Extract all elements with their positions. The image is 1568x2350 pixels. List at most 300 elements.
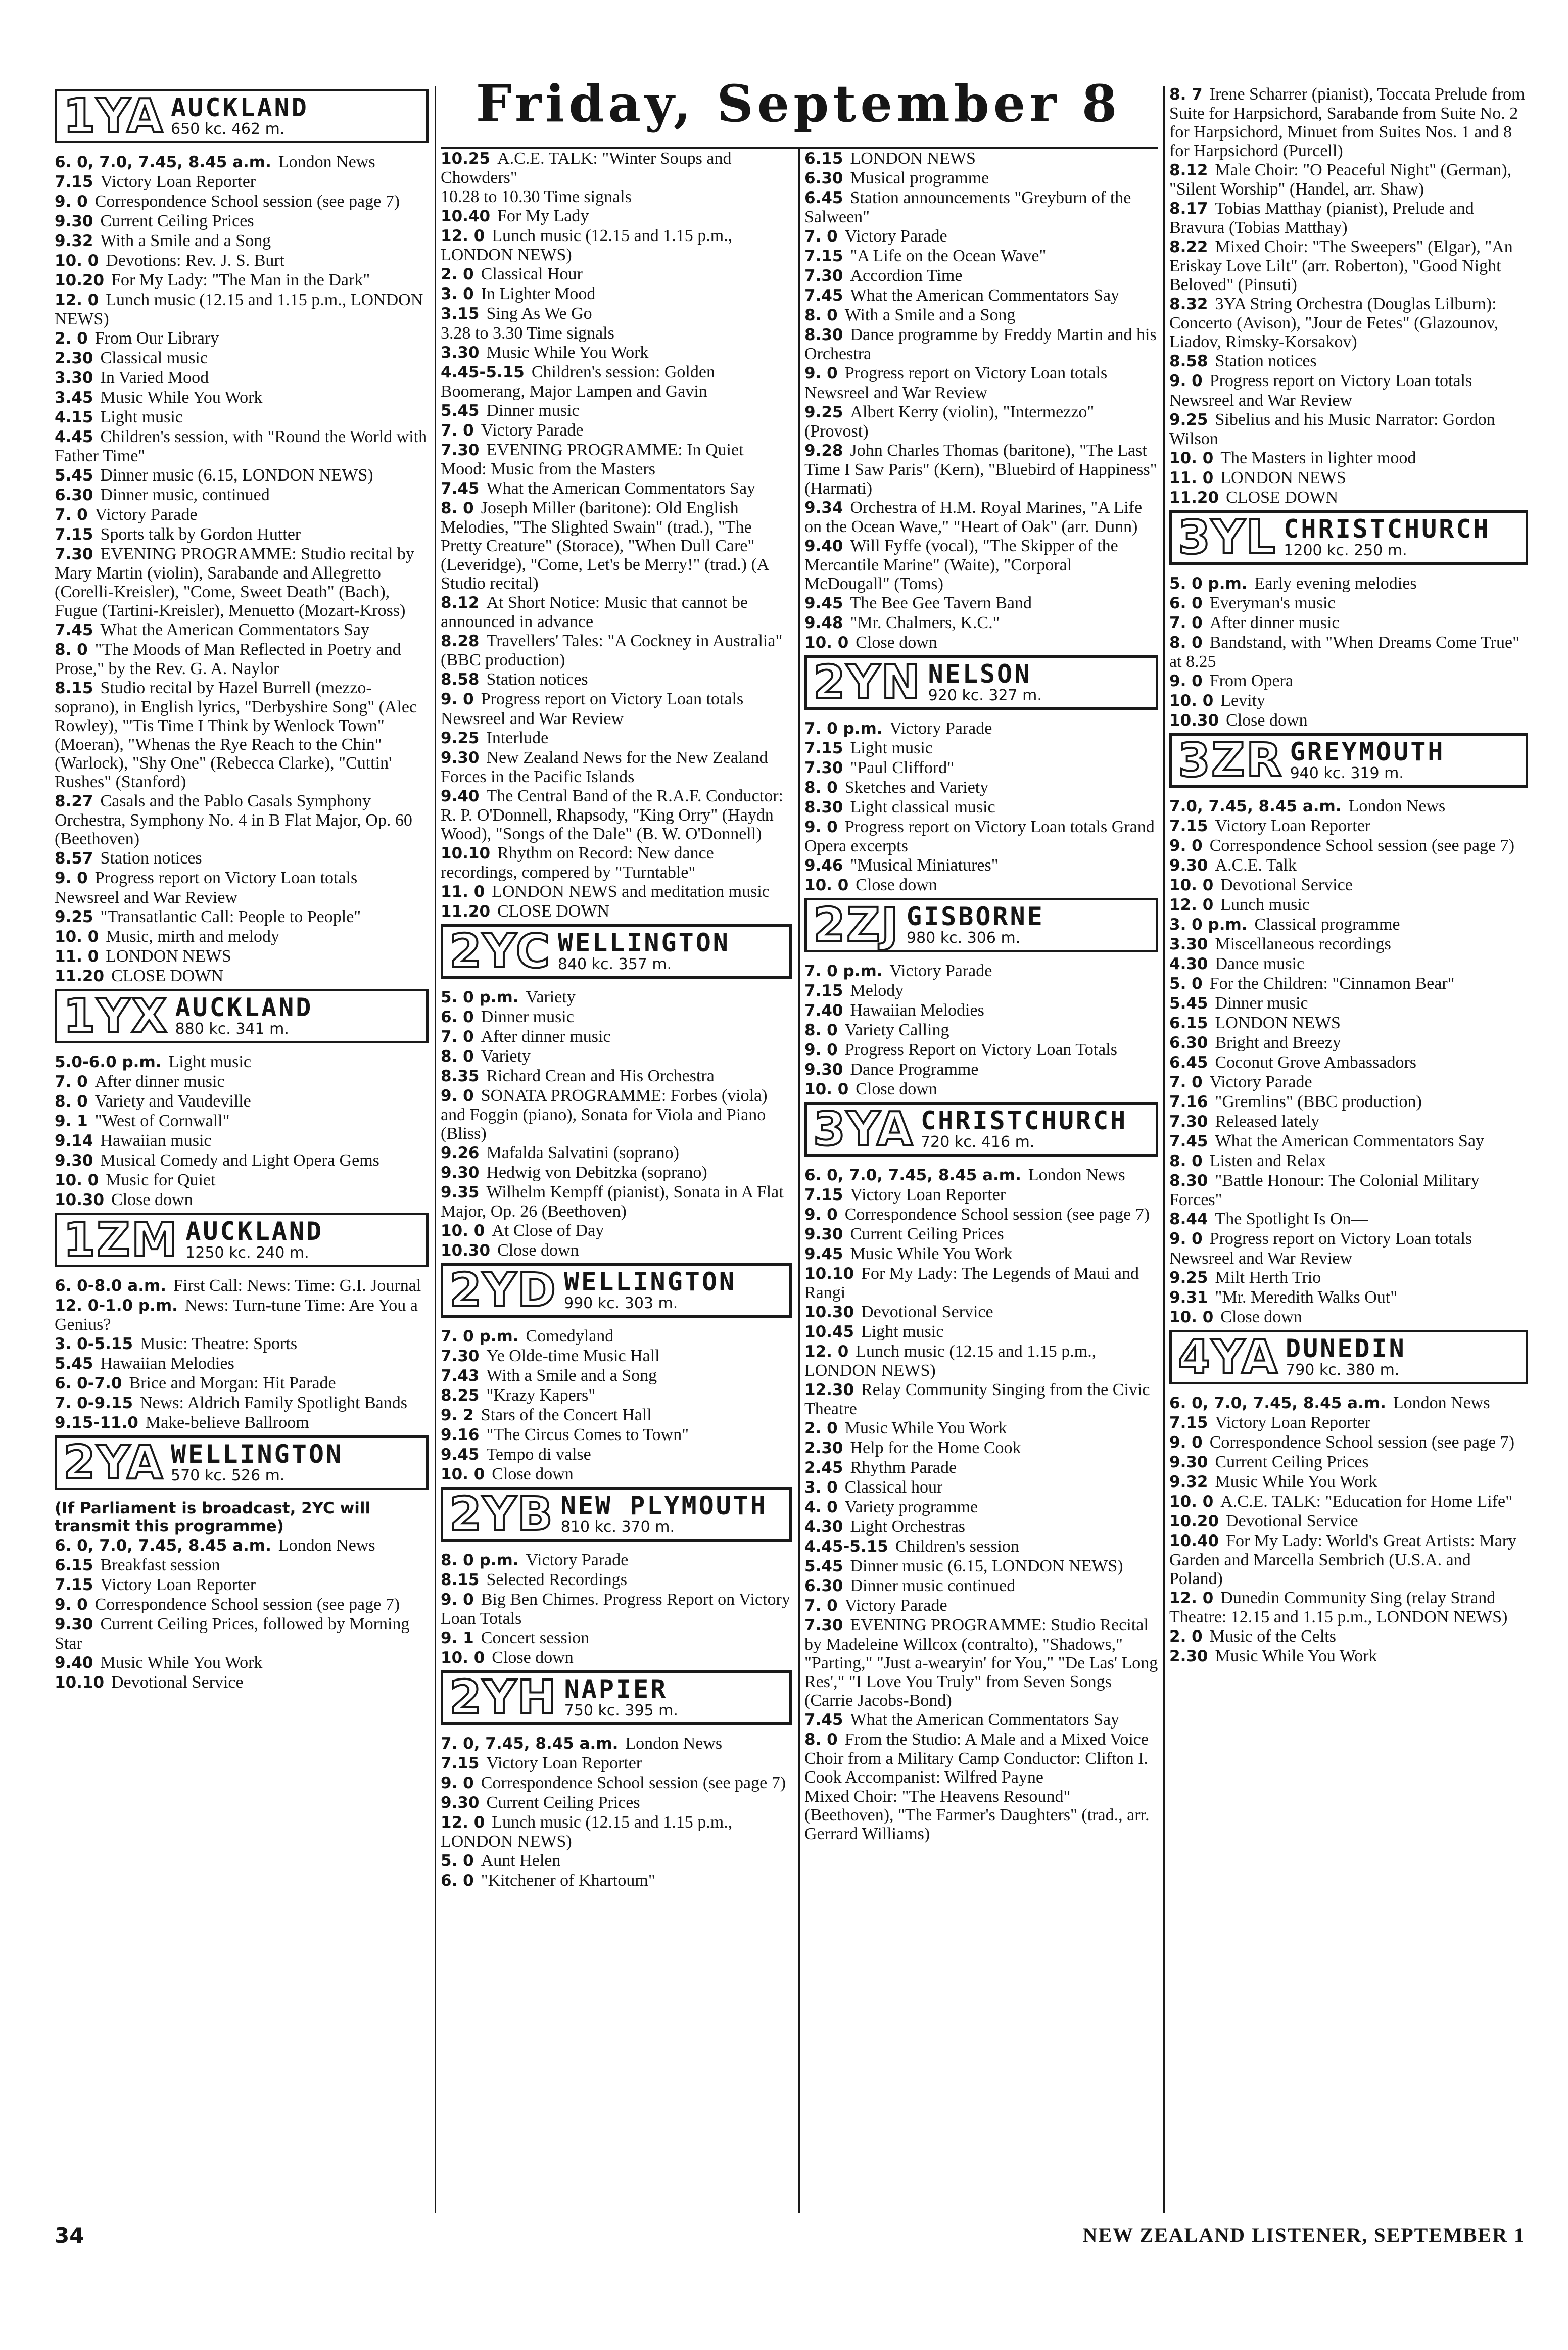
schedule-entry xyxy=(804,537,1158,593)
schedule-entry xyxy=(1169,410,1528,448)
entry-time: 7. 0, 7.45, 8.45 a.m. xyxy=(441,1735,619,1753)
entry-text: Correspondence School session (see page 7) xyxy=(1209,836,1515,855)
schedule-entry xyxy=(1169,468,1528,488)
station-logo: 4YA xyxy=(1178,1330,1279,1384)
entry-time: 7.30 xyxy=(804,1616,843,1635)
entry-text: 3YA String Orchestra (Douglas Lilburn): Concerto (Avison), "Jour de Fetes" (Glazounov, Liadov, Rimsky-Korsakov) xyxy=(1169,295,1498,351)
entry-text: Music While You Work xyxy=(850,1244,1013,1263)
station-city: NEW PLYMOUTH xyxy=(560,1491,768,1520)
entry-text: Victory Parade xyxy=(526,1551,629,1569)
entry-time: 7.15 xyxy=(1169,817,1208,835)
schedule-entry xyxy=(1169,1229,1528,1249)
entry-time: 9. 0 xyxy=(55,193,88,211)
entry-time: 10. 0 xyxy=(804,634,849,652)
entry-text: Current Ceiling Prices xyxy=(850,1225,1004,1243)
entry-time: 8. 0 xyxy=(441,499,474,517)
entry-text: The Central Band of the R.A.F. Conductor: R. P. O'Donnell, Rhapsody, "King Orry" (Haydn Wood), "Songs of the Dale" (B. W. O'Donnell) xyxy=(441,787,783,843)
schedule-entry xyxy=(55,1276,429,1296)
entry-text: What the American Commentators Say xyxy=(850,1710,1120,1729)
station-frequency: 720 kc. 416 m. xyxy=(921,1133,1035,1151)
schedule-entry xyxy=(55,466,429,485)
entry-time: 10. 0 xyxy=(441,1649,485,1667)
schedule-entry xyxy=(804,1080,1158,1099)
schedule-entry xyxy=(804,613,1158,633)
schedule-entry xyxy=(441,1773,792,1793)
schedule-entry xyxy=(804,876,1158,895)
entry-text: Progress report on Victory Loan totals xyxy=(481,690,744,708)
entry-text: For My Lady xyxy=(497,207,589,225)
column-divider-2 xyxy=(798,149,800,2213)
schedule-entry xyxy=(1169,1492,1528,1511)
entry-time: 8. 0 xyxy=(804,1731,838,1749)
page-number: 34 xyxy=(55,2223,84,2248)
schedule-entry xyxy=(55,792,429,848)
entry-text: Light Orchestras xyxy=(850,1517,966,1536)
entry-text: CLOSE DOWN xyxy=(497,902,609,921)
entry-text: After dinner music xyxy=(1209,613,1340,632)
schedule-entry xyxy=(441,343,792,362)
entry-time: 10.20 xyxy=(1169,1512,1219,1530)
entry-time: 10.20 xyxy=(55,271,105,290)
entry-time: 6. 0-7.0 xyxy=(55,1374,122,1393)
schedule-entry xyxy=(1169,1132,1528,1151)
entry-time: 9. 0 xyxy=(441,690,474,708)
station-city: AUCKLAND xyxy=(185,1217,324,1246)
station-info xyxy=(558,930,730,973)
entry-time: 12. 0 xyxy=(1169,1589,1214,1607)
entry-time: 9. 0 xyxy=(55,1596,88,1614)
schedule-entry xyxy=(55,349,429,368)
station-info xyxy=(1290,739,1445,782)
entry-time: 9.14 xyxy=(55,1132,93,1150)
schedule-entry xyxy=(441,902,792,921)
entry-time: 7.15 xyxy=(55,1576,93,1594)
entry-time: 9.30 xyxy=(441,1794,480,1812)
entry-time: 8.27 xyxy=(55,792,93,810)
entry-time: 9. 0 xyxy=(804,818,838,836)
entry-time: 11.20 xyxy=(1169,489,1219,507)
entry-text: Victory Loan Reporter xyxy=(486,1754,642,1772)
schedule-entry xyxy=(441,1067,792,1086)
entry-text: Miscellaneous recordings xyxy=(1215,935,1391,953)
entry-time: 7.45 xyxy=(804,286,843,305)
schedule-entry xyxy=(804,1225,1158,1244)
entry-time: 10. 0 xyxy=(55,1171,99,1189)
schedule-entry xyxy=(441,1183,792,1221)
schedule-entry xyxy=(804,149,1158,168)
schedule-entry xyxy=(55,620,429,640)
schedule-entry xyxy=(1169,876,1528,895)
entry-text: The Masters in lighter mood xyxy=(1220,449,1416,467)
entry-text: Classical Hour xyxy=(481,265,583,283)
column-divider-3 xyxy=(1163,86,1165,2213)
entry-text: Music of the Celts xyxy=(1209,1627,1336,1646)
entry-time: 10. 0 xyxy=(55,252,99,270)
schedule-entry xyxy=(1169,797,1528,816)
schedule-entry xyxy=(441,1445,792,1464)
entry-text: "The Circus Comes to Town" xyxy=(486,1425,689,1444)
schedule-entry xyxy=(804,594,1158,613)
entry-text: Dance Programme xyxy=(850,1060,979,1079)
schedule-entry xyxy=(1169,1413,1528,1432)
entry-text: Current Ceiling Prices xyxy=(100,212,254,230)
entry-text: What the American Commentators Say xyxy=(100,620,370,639)
entry-time: 9. 0 xyxy=(804,1041,838,1059)
entry-time: 4. 0 xyxy=(804,1498,838,1516)
schedule-entry xyxy=(1169,1288,1528,1307)
schedule-entry xyxy=(441,1851,792,1871)
schedule-entry xyxy=(441,729,792,748)
entry-text: Dinner music xyxy=(481,1008,574,1026)
entry-text: Music for Quiet xyxy=(106,1171,216,1189)
entry-time: 7.30 xyxy=(441,1347,480,1365)
entry-time: 6.45 xyxy=(1169,1053,1208,1072)
entry-time: 9.25 xyxy=(1169,411,1208,429)
entry-time: 6. 0, 7.0, 7.45, 8.45 a.m. xyxy=(55,1537,271,1555)
entry-text: At Close of Day xyxy=(492,1221,604,1240)
entry-text: Dinner music continued xyxy=(850,1576,1016,1595)
entry-text: Close down xyxy=(856,633,937,652)
schedule-entry xyxy=(441,1366,792,1385)
entry-text: Listen and Relax xyxy=(1209,1152,1326,1170)
entry-time: 10.45 xyxy=(804,1323,854,1341)
entry-time: 9. 1 xyxy=(441,1629,474,1647)
entry-time: 5.45 xyxy=(804,1557,843,1575)
entry-time: 9.30 xyxy=(1169,1453,1208,1471)
entry-time: 9. 0 xyxy=(441,1591,474,1609)
entry-text: Music While You Work xyxy=(1215,1472,1377,1491)
schedule-entry xyxy=(55,1413,429,1432)
schedule-entry xyxy=(804,286,1158,305)
schedule-entry xyxy=(441,1570,792,1590)
entry-time: 7. 0 xyxy=(1169,614,1203,632)
schedule-entry xyxy=(55,1190,429,1210)
schedule-entry xyxy=(1169,1394,1528,1413)
entry-text: Children's session: Golden Boomerang, Major Lampen and Gavin xyxy=(441,363,715,401)
entry-text: Variety Calling xyxy=(844,1021,949,1039)
entry-text: London News xyxy=(625,1734,723,1753)
schedule-entry xyxy=(1169,691,1528,710)
entry-time: 7.15 xyxy=(55,173,93,191)
schedule-entry xyxy=(1169,836,1528,855)
entry-time: 9.26 xyxy=(441,1144,480,1162)
entry-time: 3. 0 p.m. xyxy=(1169,916,1248,934)
entry-text: Victory Loan Reporter xyxy=(850,1185,1006,1204)
schedule-entry xyxy=(441,787,792,843)
schedule-entry xyxy=(1169,1171,1528,1209)
schedule-entry xyxy=(441,207,792,226)
schedule-entry xyxy=(804,1596,1158,1615)
entry-text: 3.28 to 3.30 Time signals xyxy=(441,324,614,343)
station-info xyxy=(185,1218,323,1262)
entry-time: 6. 0 xyxy=(441,1872,474,1890)
station-logo: 2YN xyxy=(813,655,921,709)
entry-time: 7. 0 xyxy=(804,1597,838,1615)
schedule-entry xyxy=(441,1143,792,1163)
schedule-entry xyxy=(804,778,1158,797)
station-city: WELLINGTON xyxy=(564,1267,737,1297)
entry-text: Will Fyffe (vocal), "The Skipper of the Mercantile Marine" (Waite), "Corporal McDougall" (Toms) xyxy=(804,537,1118,593)
schedule-entry xyxy=(55,545,429,620)
schedule-entry xyxy=(1169,633,1528,671)
schedule-entry xyxy=(1169,199,1528,237)
entry-time: 10. 0 xyxy=(55,928,99,946)
entry-time: 10. 0 xyxy=(441,1465,485,1483)
schedule-entry xyxy=(804,1342,1158,1380)
entry-time: 9.48 xyxy=(804,614,843,632)
schedule-entry xyxy=(804,1264,1158,1302)
entry-text: Hawaiian music xyxy=(100,1131,212,1150)
entry-text: Sketches and Variety xyxy=(844,778,989,797)
schedule-entry xyxy=(55,1575,429,1595)
schedule-entry xyxy=(804,1001,1158,1020)
schedule-entry xyxy=(55,1536,429,1555)
entry-text: With a Smile and a Song xyxy=(486,1366,657,1385)
entry-time: 8.57 xyxy=(55,849,93,868)
entry-time: 9.35 xyxy=(441,1183,480,1202)
entry-text: Light music xyxy=(861,1322,944,1341)
schedule-entry xyxy=(804,856,1158,875)
entry-time: 5.45 xyxy=(55,466,93,485)
entry-time: 8. 0 xyxy=(55,641,88,659)
station-info xyxy=(561,1493,768,1536)
entry-time: 6.30 xyxy=(55,486,93,504)
entry-text: Devotional Service xyxy=(861,1303,993,1321)
entry-time: 8.35 xyxy=(441,1067,480,1085)
station-city: WELLINGTON xyxy=(557,928,730,957)
schedule-entry xyxy=(441,401,792,420)
schedule-entry xyxy=(55,1394,429,1413)
schedule-entry xyxy=(441,593,792,631)
schedule-entry xyxy=(55,525,429,544)
entry-text: "A Life on the Ocean Wave" xyxy=(850,247,1047,265)
entry-time: 9.32 xyxy=(55,232,93,250)
entry-text: Joseph Miller (baritone): Old English Melodies, "The Slighted Swain" (trad.), "The Pretty Creature" (Storace), "When Dull Care" (Leveridge), "Come, Let's be Merry!" (trad.) (A Studio recital) xyxy=(441,499,769,593)
entry-time: 3. 0 xyxy=(804,1478,838,1497)
entry-time: 10.40 xyxy=(441,207,491,225)
schedule-entry xyxy=(441,363,792,401)
station-logo: 3YL xyxy=(1178,510,1277,564)
entry-text: Victory Loan Reporter xyxy=(1215,1413,1371,1432)
schedule-entry xyxy=(1169,613,1528,633)
entry-text: Albert Kerry (violin), "Intermezzo" (Provost) xyxy=(804,403,1095,441)
entry-text: From Our Library xyxy=(94,329,219,348)
schedule-entry xyxy=(1169,1092,1528,1112)
entry-text: "Mr. Meredith Walks Out" xyxy=(1215,1288,1398,1307)
entry-time: 9.30 xyxy=(441,749,480,767)
entry-time: 9.32 xyxy=(1169,1473,1208,1491)
entry-text: John Charles Thomas (baritone), "The Last Time I Saw Paris" (Kern), "Bluebird of Happiness" (Harmati) xyxy=(804,441,1157,498)
entry-text: Station notices xyxy=(100,849,202,868)
schedule-entry xyxy=(441,1163,792,1182)
entry-time: 9.16 xyxy=(441,1426,480,1444)
entry-text: Variety xyxy=(526,988,576,1006)
entry-time: 8. 0 xyxy=(1169,634,1203,652)
schedule-entry xyxy=(55,291,429,328)
entry-text: Dance programme by Freddy Martin and his Orchestra xyxy=(804,325,1157,363)
schedule-entry xyxy=(804,169,1158,188)
entry-text: Dunedin Community Sing (relay Strand Theatre: 12.15 and 1.15 p.m., LONDON NEWS) xyxy=(1169,1589,1508,1626)
entry-text: Close down xyxy=(492,1648,574,1667)
entry-text: With a Smile and a Song xyxy=(844,306,1016,324)
station-header xyxy=(441,1263,792,1318)
entry-text: Milt Herth Trio xyxy=(1215,1268,1321,1287)
schedule-entry xyxy=(441,1754,792,1773)
schedule-entry xyxy=(1169,237,1528,294)
schedule-entry xyxy=(55,427,429,465)
entry-text: With a Smile and a Song xyxy=(100,231,271,250)
station-info xyxy=(907,903,1044,947)
entry-text: Progress report on Victory Loan totals xyxy=(94,869,358,887)
entry-text: "Battle Honour: The Colonial Military Forces" xyxy=(1169,1171,1480,1209)
entry-time: 9.40 xyxy=(441,787,480,805)
schedule-entry xyxy=(804,364,1158,383)
schedule-entry xyxy=(1169,1433,1528,1452)
schedule-entry xyxy=(55,1653,429,1672)
schedule-entry xyxy=(804,1458,1158,1477)
station-header xyxy=(55,1435,429,1490)
entry-text: In Varied Mood xyxy=(100,368,209,387)
schedule-entry xyxy=(55,1354,429,1373)
entry-text: Victory Parade xyxy=(94,505,198,524)
entry-text: Victory Parade xyxy=(844,1596,947,1615)
entry-time: 9. 0 xyxy=(1169,372,1203,390)
schedule-column-3 xyxy=(804,149,1158,2216)
entry-text: Music While You Work xyxy=(486,343,649,362)
schedule-entry xyxy=(55,1296,429,1334)
entry-text: Current Ceiling Prices xyxy=(1215,1453,1369,1471)
entry-text: Stars of the Concert Hall xyxy=(481,1406,652,1424)
schedule-entry xyxy=(441,1793,792,1812)
entry-time: 8.58 xyxy=(441,670,480,689)
entry-time: 6.30 xyxy=(804,1577,843,1595)
entry-text: EVENING PROGRAMME: Studio recital by Mary Martin (violin), Sarabande and Allegretto (Corelli-Kreisler), "Come, Sweet Death" (Bach), Fugue (Tartini-Kreisler), Menuetto (Mozart-Kross) xyxy=(55,545,414,620)
schedule-entry xyxy=(804,247,1158,266)
station-city: GREYMOUTH xyxy=(1290,737,1445,766)
schedule-entry xyxy=(441,1086,792,1143)
station-frequency: 1200 kc. 250 m. xyxy=(1284,542,1407,559)
schedule-entry xyxy=(1169,672,1528,691)
schedule-entry xyxy=(804,1021,1158,1040)
entry-text: Correspondence School session (see page 7) xyxy=(94,1595,400,1614)
entry-text: LONDON NEWS xyxy=(1220,468,1346,487)
entry-text: London News xyxy=(1348,797,1446,816)
schedule-entry xyxy=(55,849,429,868)
schedule-entry xyxy=(55,967,429,986)
schedule-entry xyxy=(804,403,1158,441)
entry-text: Dinner music xyxy=(486,401,580,420)
schedule-entry xyxy=(55,907,429,927)
entry-text: Make-believe Ballroom xyxy=(145,1413,309,1432)
entry-text: Progress report on Victory Loan totals xyxy=(844,364,1108,382)
entry-text: In Lighter Mood xyxy=(481,284,596,303)
entry-time: 3.15 xyxy=(441,305,480,323)
schedule-entry xyxy=(1169,856,1528,875)
entry-time: 9.46 xyxy=(804,856,843,875)
entry-text: Victory Loan Reporter xyxy=(1215,817,1371,835)
entry-time: 8.28 xyxy=(441,632,480,650)
entry-time: 9.30 xyxy=(55,212,93,230)
station-city: AUCKLAND xyxy=(175,993,313,1022)
entry-time: 7. 0 p.m. xyxy=(804,720,883,738)
station-frequency: 840 kc. 357 m. xyxy=(557,955,672,973)
schedule-entry xyxy=(804,1730,1158,1787)
schedule-entry xyxy=(1169,1249,1528,1268)
entry-text: Dinner music, continued xyxy=(100,486,270,504)
schedule-entry xyxy=(804,1060,1158,1079)
entry-text: LONDON NEWS xyxy=(106,947,231,966)
entry-time: 7. 0 xyxy=(441,421,474,440)
entry-time: 4.45-5.15 xyxy=(441,363,525,381)
schedule-entry xyxy=(441,1008,792,1027)
entry-time: 12.30 xyxy=(804,1381,854,1399)
entry-time: 6.30 xyxy=(804,169,843,187)
entry-text: Wilhelm Kempff (pianist), Sonata in A Flat Major, Op. 26 (Beethoven) xyxy=(441,1183,784,1221)
entry-text: Victory Parade xyxy=(481,421,584,440)
schedule-entry xyxy=(55,192,429,211)
schedule-entry xyxy=(441,1221,792,1240)
entry-time: 9.25 xyxy=(804,403,843,421)
station-frequency: 920 kc. 327 m. xyxy=(928,687,1042,704)
entry-time: 8. 7 xyxy=(1169,85,1203,104)
schedule-entry xyxy=(441,1648,792,1667)
entry-text: Interlude xyxy=(486,729,549,747)
entry-time: 9.31 xyxy=(1169,1288,1208,1307)
schedule-entry xyxy=(441,1734,792,1753)
entry-time: 7.45 xyxy=(441,479,480,498)
entry-time: 12. 0 xyxy=(1169,896,1214,914)
entry-text: Selected Recordings xyxy=(486,1570,628,1589)
entry-text: Tempo di valse xyxy=(486,1445,591,1464)
entry-time: 3.45 xyxy=(55,389,93,407)
entry-text: Close down xyxy=(497,1241,579,1260)
entry-text: Male Choir: "O Peaceful Night" (German), "Silent Worship" (Handel, arr. Shaw) xyxy=(1169,161,1512,199)
schedule-entry xyxy=(55,1092,429,1111)
entry-time: 7.15 xyxy=(804,247,843,265)
schedule-entry xyxy=(804,1478,1158,1497)
entry-time: 6. 0, 7.0, 7.45, 8.45 a.m. xyxy=(804,1166,1021,1184)
schedule-entry xyxy=(441,1406,792,1425)
entry-time: 9.15-11.0 xyxy=(55,1414,138,1432)
schedule-entry xyxy=(1169,1472,1528,1492)
entry-text: London News xyxy=(1028,1166,1125,1184)
entry-time: 7.30 xyxy=(1169,1113,1208,1131)
schedule-column-4 xyxy=(1169,85,1528,2222)
schedule-entry xyxy=(55,1673,429,1692)
schedule-entry xyxy=(804,188,1158,226)
entry-text: Hawaiian Melodies xyxy=(100,1354,234,1373)
entry-text: Sing As We Go xyxy=(486,304,592,323)
entry-time: 3.30 xyxy=(1169,935,1208,953)
schedule-entry xyxy=(1169,1512,1528,1531)
entry-text: Correspondence School session (see page 7) xyxy=(94,192,400,211)
entry-time: 2. 0 xyxy=(55,329,88,348)
entry-text: SONATA PROGRAMME: Forbes (viola) and Foggin (piano), Sonata for Viola and Piano (Bliss) xyxy=(441,1086,768,1143)
entry-text: "Paul Clifford" xyxy=(850,758,955,777)
schedule-entry xyxy=(441,479,792,498)
entry-time: 11. 0 xyxy=(1169,469,1214,487)
schedule-entry xyxy=(441,844,792,882)
entry-text: Victory Parade xyxy=(1209,1073,1312,1091)
station-header xyxy=(441,924,792,979)
schedule-entry xyxy=(441,1241,792,1260)
entry-text: Released lately xyxy=(1215,1112,1320,1131)
station-frequency: 980 kc. 306 m. xyxy=(906,929,1021,947)
column-divider-1 xyxy=(435,86,436,2213)
entry-time: 9. 0 xyxy=(1169,837,1203,855)
entry-text: Children's session, with "Round the World with Father Time" xyxy=(55,427,427,465)
entry-text: Mixed Choir: "The Heavens Resound" (Beethoven), "The Farmer's Daughters" (trad., arr. Gerrard Williams) xyxy=(804,1787,1150,1843)
